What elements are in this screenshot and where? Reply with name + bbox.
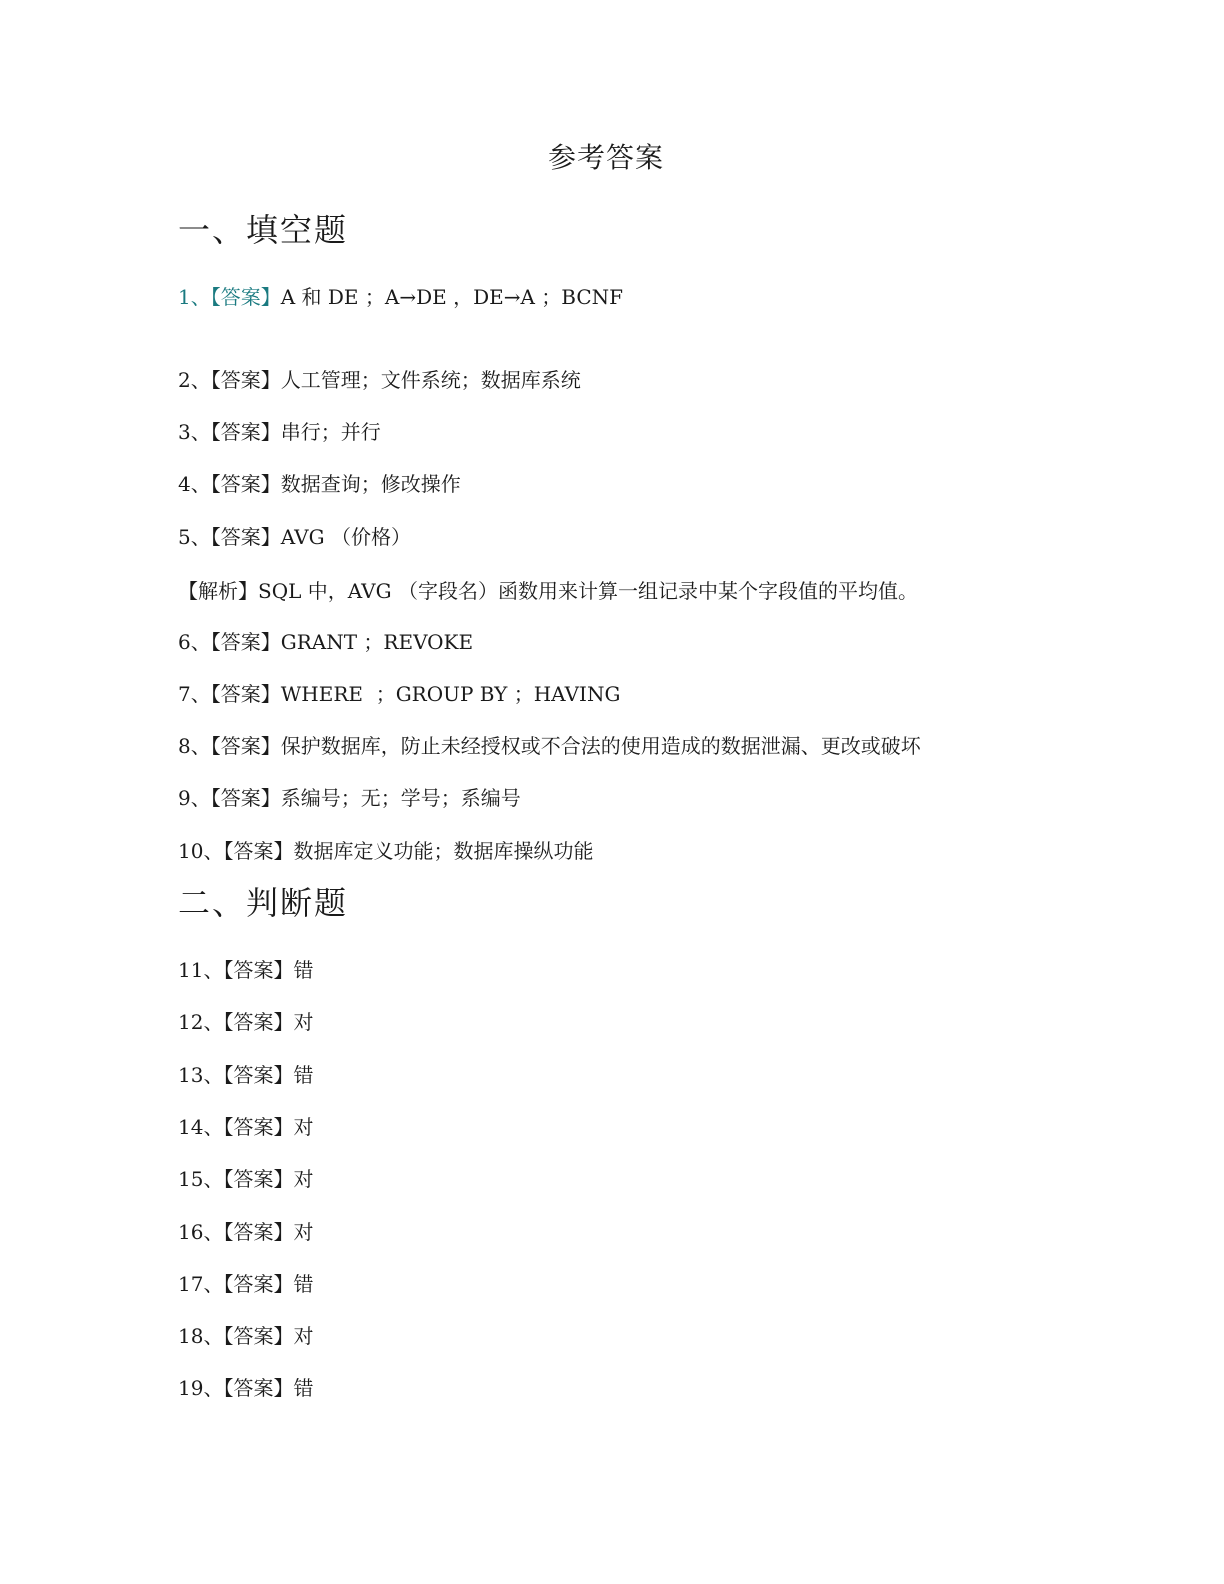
answer-number: 8、 [178, 734, 211, 758]
answer-number: 13、 [178, 1063, 224, 1087]
page-title: 参考答案 [547, 141, 664, 174]
answer-tag: 【答案】 [223, 1272, 294, 1296]
answer-line [178, 679, 620, 709]
answer-number: 16、 [178, 1220, 224, 1244]
answer-line [178, 365, 581, 395]
answer-number: 3、 [178, 420, 211, 444]
answer-number: 10、 [178, 839, 224, 863]
answer-number: 6、 [178, 630, 211, 654]
analysis-tag: 【解析】 [178, 579, 258, 603]
answer-line [178, 1373, 313, 1403]
answer-tag: 【答案】 [223, 1063, 294, 1087]
answer-number: 7、 [178, 682, 211, 706]
answer-line [178, 469, 461, 499]
answer-number: 19、 [178, 1376, 224, 1400]
answer-tag: 【答案】 [210, 525, 281, 549]
answer-tag: 【答案】 [210, 368, 281, 392]
answer-line [178, 1321, 313, 1351]
answer-tag: 【答案】 [223, 1167, 294, 1191]
answer-number: 17、 [178, 1272, 224, 1296]
answer-text: 对 [293, 1220, 314, 1244]
answer-line [178, 731, 921, 761]
answer-line [178, 627, 473, 657]
answer-tag: 【答案】 [210, 630, 281, 654]
analysis-text: SQL 中，AVG （字段名）函数用来计算一组记录中某个字段值的平均值。 [258, 579, 918, 603]
answer-text: 数据库定义功能；数据库操纵功能 [293, 839, 594, 863]
answer-number: 1、 [178, 285, 211, 309]
answer-text: 数据查询；修改操作 [280, 472, 461, 496]
answer-text: A 和 DE ；A→DE ，DE→A ；BCNF [280, 285, 624, 309]
answer-tag: 【答案】 [210, 682, 281, 706]
answer-number: 2、 [178, 368, 211, 392]
answer-line [178, 1164, 313, 1194]
answer-tag: 【答案】 [223, 839, 294, 863]
answer-text: 错 [293, 1272, 314, 1296]
answer-number: 15、 [178, 1167, 224, 1191]
answer-line [178, 417, 381, 447]
section-heading-fill-in: 一、填空题 [178, 211, 349, 249]
answer-tag: 【答案】 [210, 420, 281, 444]
analysis-line [178, 576, 918, 606]
answer-text: 对 [293, 1010, 314, 1034]
answer-line [178, 1060, 313, 1090]
answer-tag: 【答案】 [223, 1324, 294, 1348]
answer-line [178, 1112, 313, 1142]
answer-line [178, 1269, 313, 1299]
answer-line [178, 1007, 313, 1037]
answer-number: 5、 [178, 525, 211, 549]
answer-text: 错 [293, 1376, 314, 1400]
answer-number: 9、 [178, 786, 211, 810]
answer-tag: 【答案】 [223, 958, 294, 982]
answer-tag: 【答案】 [210, 472, 281, 496]
answer-tag: 【答案】 [210, 786, 281, 810]
answer-tag: 【答案】 [210, 285, 281, 309]
answer-number: 12、 [178, 1010, 224, 1034]
answer-number: 14、 [178, 1115, 224, 1139]
answer-number: 18、 [178, 1324, 224, 1348]
answer-text: 对 [293, 1324, 314, 1348]
answer-text: 错 [293, 1063, 314, 1087]
answer-text: 串行；并行 [280, 420, 381, 444]
answer-line [178, 955, 313, 985]
answer-text: 系编号；无；学号；系编号 [280, 786, 521, 810]
answer-number: 4、 [178, 472, 211, 496]
answer-text: 错 [293, 958, 314, 982]
answer-tag: 【答案】 [223, 1220, 294, 1244]
answer-line [178, 522, 411, 552]
section-heading-true-false: 二、判断题 [178, 884, 349, 922]
answer-line [178, 836, 593, 866]
answer-text: 对 [293, 1167, 314, 1191]
answer-line [178, 783, 521, 813]
answer-text: 对 [293, 1115, 314, 1139]
answer-tag: 【答案】 [210, 734, 281, 758]
answer-line [178, 282, 623, 312]
answer-tag: 【答案】 [223, 1010, 294, 1034]
answer-tag: 【答案】 [223, 1376, 294, 1400]
answer-text: 人工管理；文件系统；数据库系统 [280, 368, 581, 392]
answer-line [178, 1217, 313, 1247]
answer-number: 11、 [178, 958, 224, 982]
answer-text: GRANT ；REVOKE [280, 630, 474, 654]
answer-text: 保护数据库，防止未经授权或不合法的使用造成的数据泄漏、更改或破坏 [280, 734, 921, 758]
answer-text: WHERE ；GROUP BY ；HAVING [280, 682, 621, 706]
answer-text: AVG （价格） [280, 525, 411, 549]
answer-tag: 【答案】 [223, 1115, 294, 1139]
